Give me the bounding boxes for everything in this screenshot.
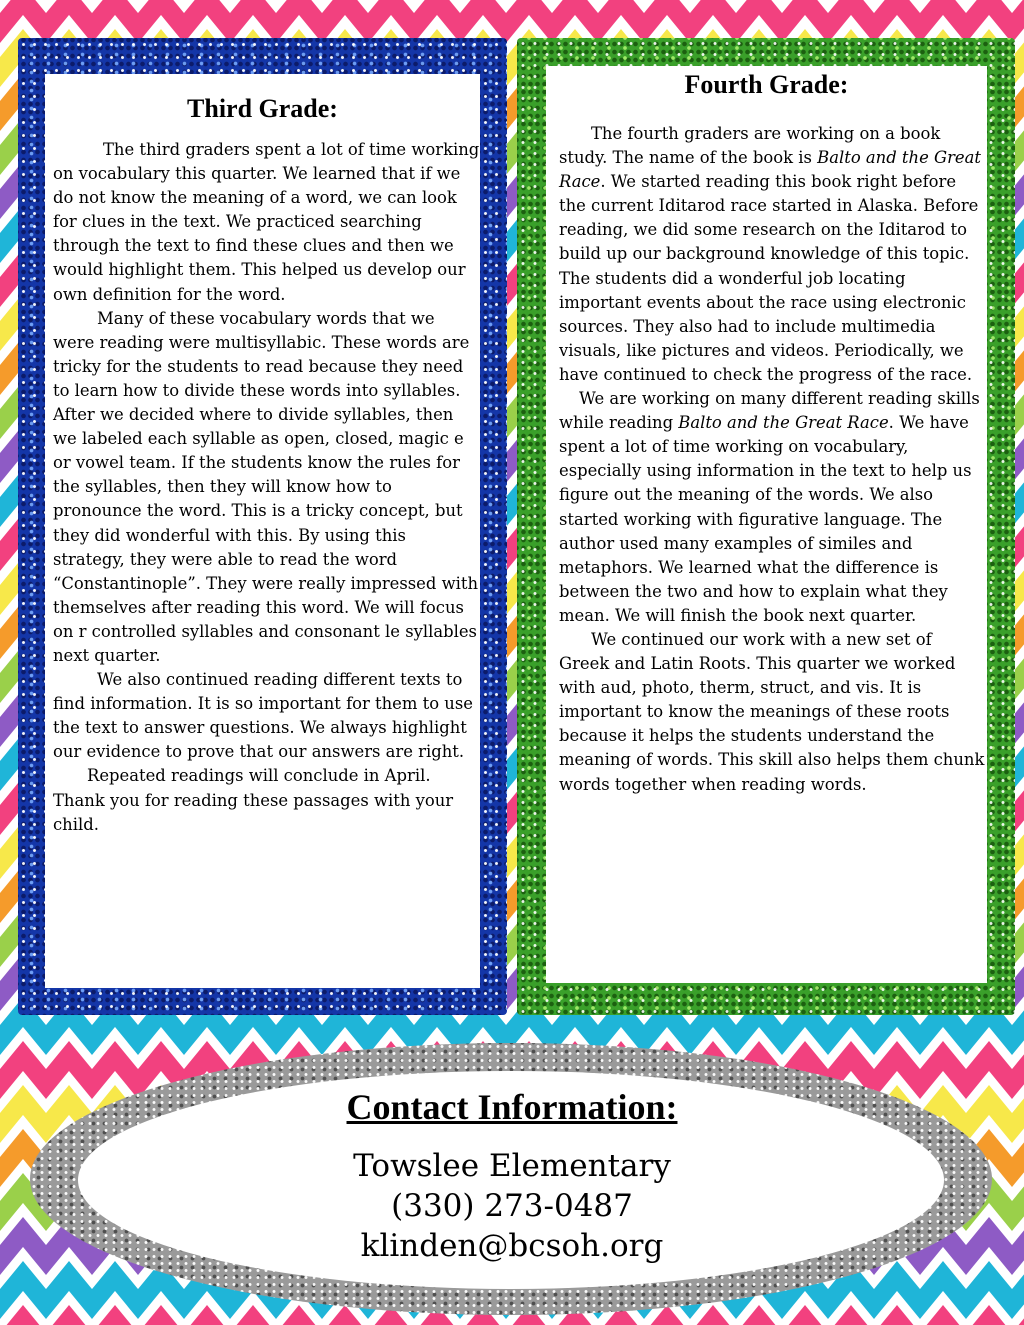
contact-email: klinden@bcsoh.org [360, 1228, 664, 1264]
third-grade-paragraph: Repeated readings will conclude in April. Thank you for reading these passages with your child. [53, 766, 454, 834]
contact-phone: (330) 273-0487 [391, 1188, 633, 1224]
book-title: Balto and the Great Race [559, 148, 981, 192]
fourth-grade-heading: Fourth Grade: [684, 70, 849, 99]
third-grade-paragraph: We also continued reading different texts to find information. It is so important for them to use the text to answer questions. We always highlight our evidence to prove that our answers are right. [53, 670, 473, 762]
fourth-grade-paragraph: The fourth graders are working on a book study. The name of the book is Balto and the Great Race. We started reading this book right before the current Iditarod race started in Alaska. Before reading, we did some research on the Iditarod to build up our background knowledge of this topic. The students did a wonderful job locating important events about the race using electronic sources. They also had to include multimedia visuals, like pictures and videos. Periodically, we have continued to check the progress of the race. [559, 124, 981, 384]
third-grade-panel [45, 74, 480, 988]
fourth-grade-paragraph: We continued our work with a new set of Greek and Latin Roots. This quarter we worked with aud, photo, therm, struct, and vis. It is important to know the meanings of these roots because it helps the students understand the meaning of words. This skill also helps them chunk words together when reading words. [559, 629, 985, 794]
fourth-grade-paragraph: We are working on many different reading skills while reading Balto and the Great Race. We have spent a lot of time working on vocabulary, especially using information in the text to help us figure out the meaning of the words. We also started working with figurative language. The author used many examples of similes and metaphors. We learned what the difference is between the two and how to explain what they mean. We will finish the book next quarter. [559, 389, 980, 625]
fourth-grade-panel [546, 66, 987, 983]
book-title: Balto and the Great Race [678, 413, 889, 433]
third-grade-text [53, 138, 480, 837]
contact-school: Towslee Elementary [353, 1148, 671, 1184]
fourth-grade-text [559, 122, 987, 797]
third-grade-paragraph: Many of these vocabulary words that we were reading were multisyllabic. These words are tricky for the students to read because they need to learn how to divide these words into syllables. After we decided where to divide syllables, then we labeled each syllable as open, closed, magic e or vowel team. If the students know the rules for the syllables, then they will know how to pronounce the word. This is a tricky concept, but they did wonderful with this. By using this strategy, they were able to read the word “Constantinople”. They were really impressed with themselves after reading this word. We will focus on r controlled syllables and consonant le syllables next quarter. [53, 308, 479, 665]
fourth-grade-glitter-frame [517, 38, 1015, 1015]
contact-title: Contact Information: [346, 1087, 678, 1127]
third-grade-glitter-frame [18, 38, 507, 1015]
third-grade-heading: Third Grade: [187, 94, 338, 123]
third-grade-paragraph: The third graders spent a lot of time working on vocabulary this quarter. We learned that if we do not know the meaning of a word, we can look for clues in the text. We practiced searching through the text to find these clues and then we would highlight them. This helped us develop our own definition for the word. [53, 140, 480, 304]
